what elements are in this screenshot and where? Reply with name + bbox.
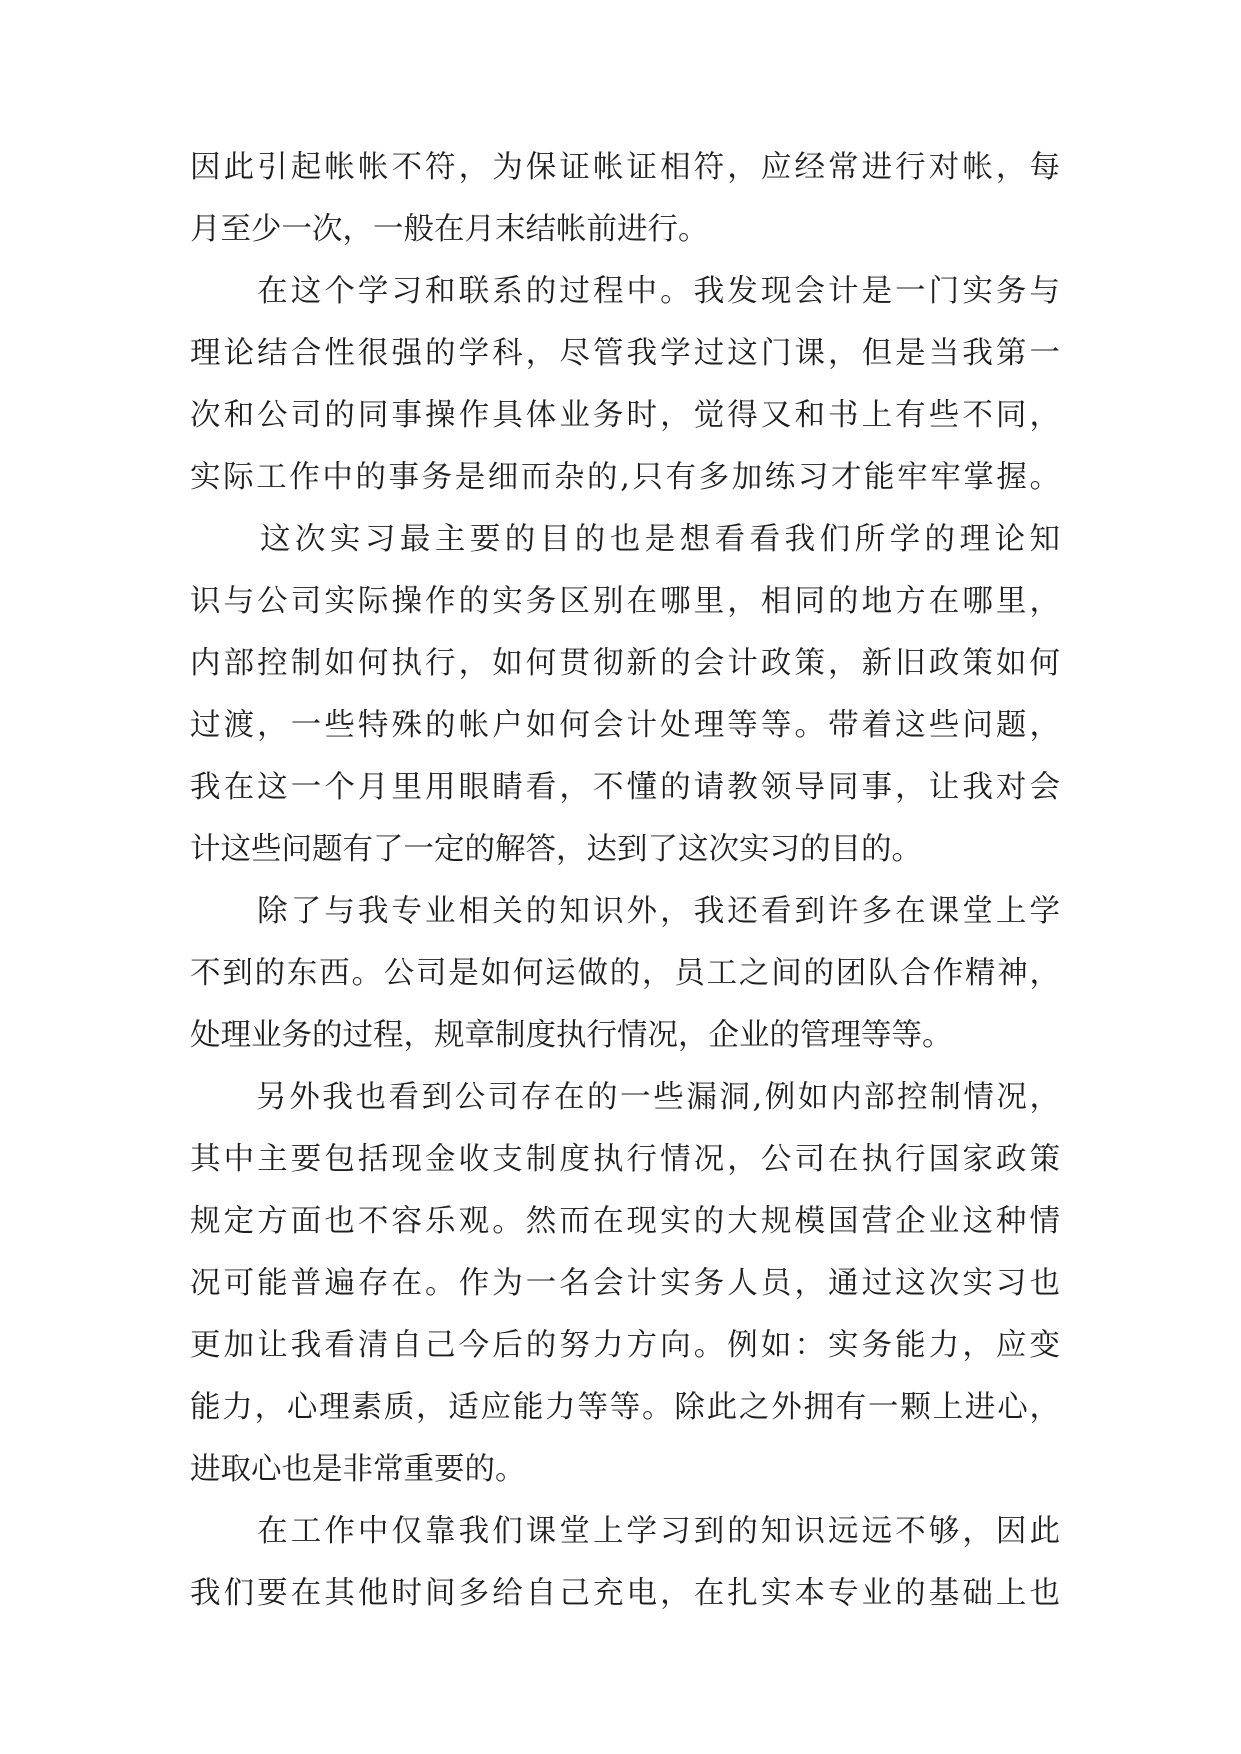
text-line: 因此引起帐帐不符，为保证帐证相符，应经常进行对帐，每 <box>190 150 1060 185</box>
text-line: 除了与我专业相关的知识外，我还看到许多在课堂上学 <box>190 894 1060 929</box>
text-line: 我们要在其他时间多给自己充电，在扎实本专业的基础上也 <box>190 1576 1060 1611</box>
text-line: 月至少一次，一般在月末结帐前进行。 <box>190 212 709 247</box>
text-line: 计这些问题有了一定的解答，达到了这次实习的目的。 <box>190 832 922 867</box>
text-line: 不到的东西。公司是如何运做的，员工之间的团队合作精神， <box>190 956 1060 991</box>
text-line: 内部控制如何执行，如何贯彻新的会计政策，新旧政策如何 <box>190 646 1060 681</box>
text-line: 识与公司实际操作的实务区别在哪里，相同的地方在哪里， <box>190 584 1060 619</box>
text-line: 实际工作中的事务是细而杂的,只有多加练习才能牢牢掌握。 <box>190 460 1060 495</box>
text-line: 我在这一个月里用眼睛看，不懂的请教领导同事，让我对会 <box>190 770 1060 805</box>
text-line: 规定方面也不容乐观。然而在现实的大规模国营企业这种情 <box>190 1204 1060 1239</box>
text-line: 处理业务的过程，规章制度执行情况，企业的管理等等。 <box>190 1018 953 1053</box>
text-line: 况可能普遍存在。作为一名会计实务人员，通过这次实习也 <box>190 1266 1060 1301</box>
text-line: 过渡，一些特殊的帐户如何会计处理等等。带着这些问题， <box>190 708 1060 743</box>
text-line: 能力，心理素质，适应能力等等。除此之外拥有一颗上进心， <box>190 1390 1060 1425</box>
text-line: 进取心也是非常重要的。 <box>190 1452 526 1487</box>
text-line: 这次实习最主要的目的也是想看看我们所学的理论知 <box>190 522 1060 557</box>
text-line: 在这个学习和联系的过程中。我发现会计是一门实务与 <box>190 274 1060 309</box>
text-line: 在工作中仅靠我们课堂上学习到的知识远远不够，因此 <box>190 1514 1060 1549</box>
text-line: 其中主要包括现金收支制度执行情况，公司在执行国家政策 <box>190 1142 1060 1177</box>
text-line: 次和公司的同事操作具体业务时，觉得又和书上有些不同， <box>190 398 1060 433</box>
text-line: 更加让我看清自己今后的努力方向。例如：实务能力，应变 <box>190 1328 1060 1363</box>
text-line: 另外我也看到公司存在的一些漏洞,例如内部控制情况， <box>190 1080 1060 1115</box>
text-line: 理论结合性很强的学科，尽管我学过这门课，但是当我第一 <box>190 336 1060 371</box>
